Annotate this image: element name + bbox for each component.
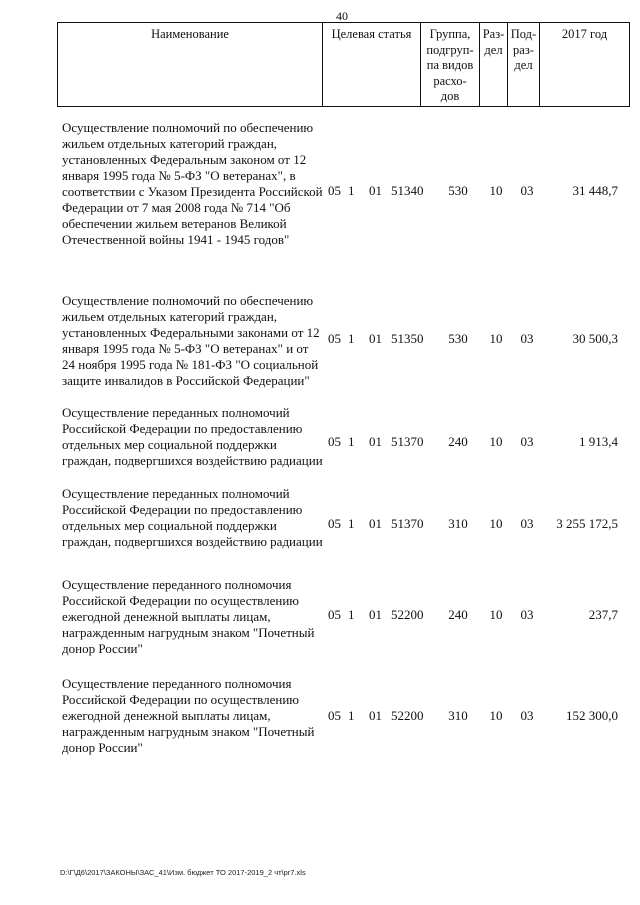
row-name: Осуществление полномочий по обеспечению жильем отдельных категорий граждан, установленных Федеральными законами от 12 января 1995 года № 5-ФЗ "О ветеранах" и от 24 ноября 1995 года № 181-ФЗ "О социальной защите инвалидов в Российской Федерации" xyxy=(62,293,320,388)
row-code-b: 1 xyxy=(348,708,355,723)
row-sum: 1 913,4 xyxy=(579,434,618,449)
row-section: 10 xyxy=(489,434,503,449)
row-group: 240 xyxy=(448,607,468,622)
row-sum: 237,7 xyxy=(588,607,618,622)
row-group: 530 xyxy=(448,183,468,198)
row-subsection: 03 xyxy=(520,434,534,449)
table-header xyxy=(57,22,630,107)
row-code-a: 05 xyxy=(328,331,341,346)
row-code-a: 05 xyxy=(328,434,341,449)
header-group: Группа, подгруп- па видов расхо- дов xyxy=(421,23,480,106)
row-code-d: 51370 xyxy=(391,434,424,449)
row-code-b: 1 xyxy=(348,607,355,622)
row-group: 240 xyxy=(448,434,468,449)
row-section: 10 xyxy=(489,516,503,531)
row-subsection: 03 xyxy=(520,516,534,531)
row-sum: 30 500,3 xyxy=(572,331,618,346)
row-code-c: 01 xyxy=(369,708,382,723)
header-year: 2017 год xyxy=(561,27,608,41)
row-name: Осуществление переданного полномочия Российской Федерации по осуществлению ежегодной денежной выплаты лицам, награжденным нагрудным знаком "Почетный донор России" xyxy=(62,577,315,656)
row-section: 10 xyxy=(489,183,503,198)
row-code-a: 05 xyxy=(328,607,341,622)
row-code-c: 01 xyxy=(369,331,382,346)
row-sum: 3 255 172,5 xyxy=(556,516,618,531)
row-code-d: 51370 xyxy=(391,516,424,531)
row-code-c: 01 xyxy=(369,434,382,449)
row-code-b: 1 xyxy=(348,183,355,198)
row-code-c: 01 xyxy=(369,183,382,198)
row-code-a: 05 xyxy=(328,183,341,198)
row-section: 10 xyxy=(489,331,503,346)
row-code-c: 01 xyxy=(369,516,382,531)
header-section: Раз- дел xyxy=(480,23,508,106)
row-name: Осуществление переданных полномочий Российской Федерации по предоставлению отдельных мер социальной поддержки граждан, подвергшихся воздействию радиации xyxy=(62,405,323,468)
row-code-d: 51340 xyxy=(391,183,424,198)
row-code-d: 52200 xyxy=(391,708,424,723)
row-subsection: 03 xyxy=(520,331,534,346)
row-group: 310 xyxy=(448,708,468,723)
row-code-b: 1 xyxy=(348,331,355,346)
row-sum: 31 448,7 xyxy=(572,183,618,198)
file-path: D:\Г\Д6\2017\ЗАКОНЫ\ЗАС_41\Изм. бюджет ТО 2017-2019_2 чт\pr7.xls xyxy=(60,868,306,877)
row-group: 530 xyxy=(448,331,468,346)
row-code-b: 1 xyxy=(348,434,355,449)
row-section: 10 xyxy=(489,708,503,723)
header-name: Наименование xyxy=(58,23,323,106)
header-target: Целевая статья xyxy=(323,23,421,106)
row-sum: 152 300,0 xyxy=(566,708,618,723)
page-number: 40 xyxy=(336,9,348,23)
row-subsection: 03 xyxy=(520,183,534,198)
row-name: Осуществление переданного полномочия Российской Федерации по осуществлению ежегодной денежной выплаты лицам, награжденным нагрудным знаком "Почетный донор России" xyxy=(62,676,315,755)
row-subsection: 03 xyxy=(520,607,534,622)
row-subsection: 03 xyxy=(520,708,534,723)
row-name: Осуществление полномочий по обеспечению жильем отдельных категорий граждан, установленных Федеральным законом от 12 января 1995 года № 5-ФЗ "О ветеранах", в соответствии с Указом Президента Российской Федерации от 7 мая 2008 года № 714 "Об обеспечении жильем ветеранов Великой Отечественной войны 1941 - 1945 годов" xyxy=(62,120,323,247)
row-code-a: 05 xyxy=(328,516,341,531)
row-code-b: 1 xyxy=(348,516,355,531)
row-code-d: 52200 xyxy=(391,607,424,622)
row-section: 10 xyxy=(489,607,503,622)
row-name: Осуществление переданных полномочий Российской Федерации по предоставлению отдельных мер социальной поддержки граждан, подвергшихся воздействию радиации xyxy=(62,486,323,549)
header-subsection: Под- раз- дел xyxy=(508,23,540,106)
row-group: 310 xyxy=(448,516,468,531)
row-code-a: 05 xyxy=(328,708,341,723)
row-code-c: 01 xyxy=(369,607,382,622)
row-code-d: 51350 xyxy=(391,331,424,346)
